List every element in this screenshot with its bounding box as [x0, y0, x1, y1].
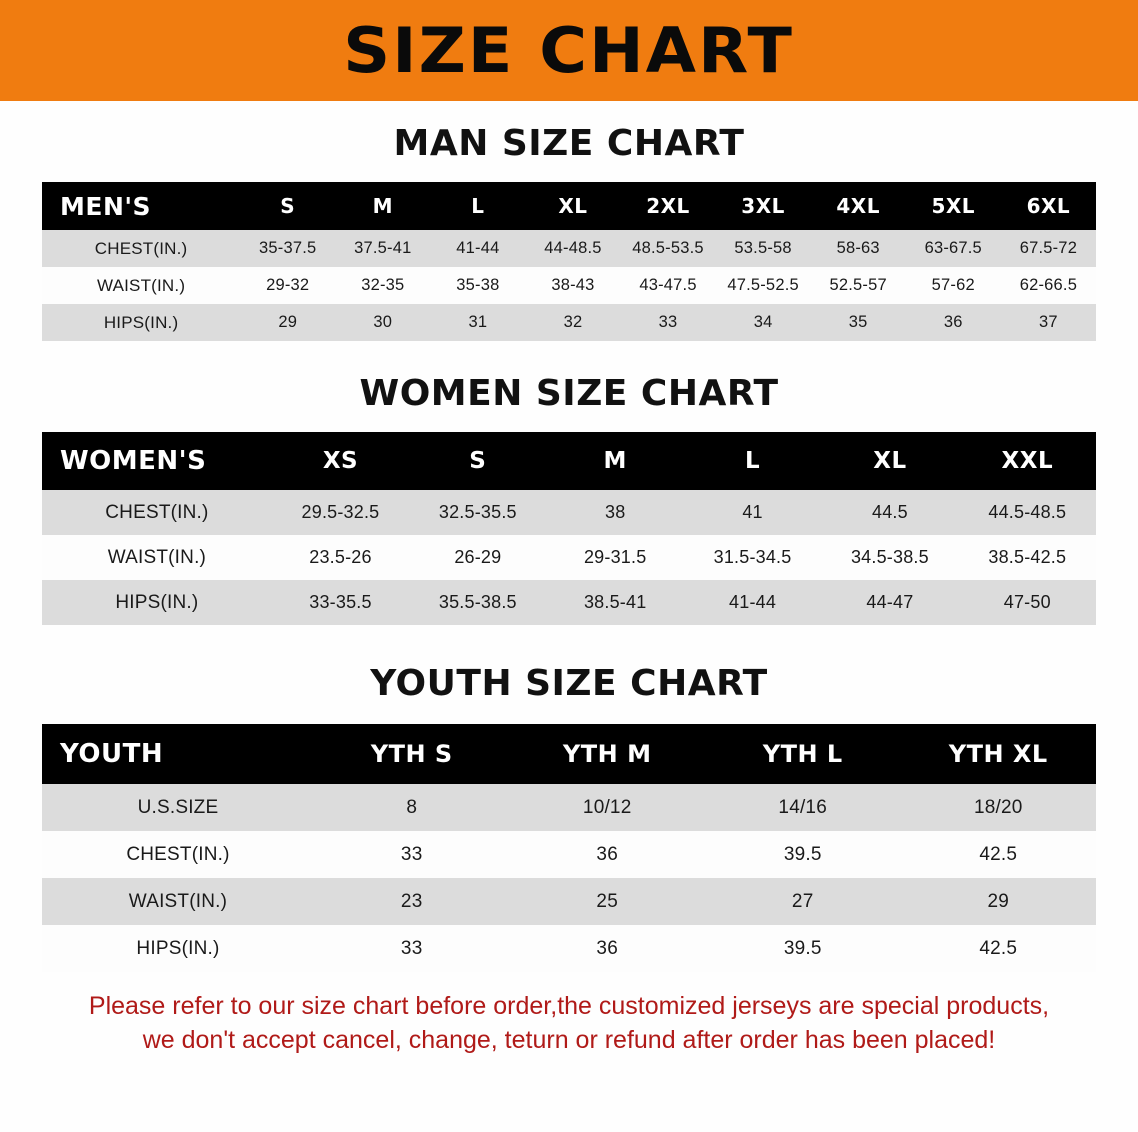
- women-row-0-label: CHEST(IN.): [42, 490, 272, 535]
- man-cell-1-8: 62-66.5: [1001, 267, 1096, 304]
- table-row: [42, 831, 1096, 878]
- youth-cell-0-0: 8: [314, 784, 510, 831]
- youth-cell-1-2: 39.5: [705, 831, 901, 878]
- women-cell-0-1: 32.5-35.5: [409, 490, 546, 535]
- women-header-row: [42, 432, 1096, 490]
- youth-cell-2-1: 25: [509, 878, 705, 925]
- man-cell-2-7: 36: [906, 304, 1001, 341]
- man-cell-0-7: 63-67.5: [906, 230, 1001, 267]
- youth-cell-1-3: 42.5: [900, 831, 1096, 878]
- women-table-body: [42, 490, 1096, 625]
- table-row: [42, 267, 1096, 304]
- man-cell-2-2: 31: [430, 304, 525, 341]
- youth-row-3-label: HIPS(IN.): [42, 925, 314, 972]
- man-col-3: XL: [525, 182, 620, 230]
- man-header-row: [42, 182, 1096, 230]
- footer-note-line-1: Please refer to our size chart before order,the customized jerseys are special products,: [88, 992, 1050, 1020]
- man-cell-1-6: 52.5-57: [811, 267, 906, 304]
- man-cell-1-3: 38-43: [525, 267, 620, 304]
- youth-cell-2-3: 29: [900, 878, 1096, 925]
- man-table-body: [42, 230, 1096, 341]
- footer-note-line-2: we don't accept cancel, change, teturn or refund after order has been placed!: [142, 1025, 996, 1054]
- man-cell-2-4: 33: [620, 304, 715, 341]
- women-col-5: XXL: [959, 432, 1096, 490]
- women-cell-0-4: 44.5: [821, 490, 958, 535]
- man-cell-0-6: 58-63: [811, 230, 906, 267]
- women-cell-2-2: 38.5-41: [547, 580, 684, 625]
- man-col-6: 4XL: [811, 182, 906, 230]
- women-header-label: WOMEN'S: [42, 432, 272, 490]
- page-title: SIZE CHART: [343, 13, 795, 87]
- youth-cell-3-2: 39.5: [705, 925, 901, 972]
- man-cell-0-2: 41-44: [430, 230, 525, 267]
- man-cell-2-1: 30: [335, 304, 430, 341]
- man-col-5: 3XL: [716, 182, 811, 230]
- women-cell-2-1: 35.5-38.5: [409, 580, 546, 625]
- youth-table-head: [42, 724, 1096, 784]
- women-cell-1-5: 38.5-42.5: [959, 535, 1096, 580]
- man-cell-2-8: 37: [1001, 304, 1096, 341]
- women-col-2: M: [547, 432, 684, 490]
- youth-col-1: YTH M: [509, 724, 705, 784]
- man-cell-0-8: 67.5-72: [1001, 230, 1096, 267]
- table-row: [42, 535, 1096, 580]
- youth-section-heading: YOUTH SIZE CHART: [370, 663, 768, 704]
- women-col-0: XS: [272, 432, 409, 490]
- youth-row-2-label: WAIST(IN.): [42, 878, 314, 925]
- man-cell-1-4: 43-47.5: [620, 267, 715, 304]
- women-cell-0-0: 29.5-32.5: [272, 490, 409, 535]
- women-cell-2-3: 41-44: [684, 580, 821, 625]
- youth-header-row: [42, 724, 1096, 784]
- footer-note: [40, 990, 1098, 1058]
- youth-table-body: [42, 784, 1096, 972]
- man-table-wrap: [42, 182, 1096, 341]
- women-cell-1-1: 26-29: [409, 535, 546, 580]
- women-section-heading: WOMEN SIZE CHART: [359, 373, 779, 414]
- women-cell-1-3: 31.5-34.5: [684, 535, 821, 580]
- table-row: [42, 925, 1096, 972]
- man-col-1: M: [335, 182, 430, 230]
- youth-cell-3-1: 36: [509, 925, 705, 972]
- youth-cell-0-1: 10/12: [509, 784, 705, 831]
- women-table-head: [42, 432, 1096, 490]
- women-col-1: S: [409, 432, 546, 490]
- table-row: [42, 878, 1096, 925]
- women-size-table: [42, 432, 1096, 625]
- man-cell-1-1: 32-35: [335, 267, 430, 304]
- man-col-4: 2XL: [620, 182, 715, 230]
- man-cell-1-5: 47.5-52.5: [716, 267, 811, 304]
- youth-header-label: YOUTH: [42, 724, 314, 784]
- man-cell-0-5: 53.5-58: [716, 230, 811, 267]
- youth-table-wrap: [42, 724, 1096, 972]
- man-col-7: 5XL: [906, 182, 1001, 230]
- youth-cell-0-2: 14/16: [705, 784, 901, 831]
- youth-col-3: YTH XL: [900, 724, 1096, 784]
- page-banner: [0, 0, 1138, 101]
- man-row-1-label: WAIST(IN.): [42, 267, 240, 304]
- youth-cell-1-1: 36: [509, 831, 705, 878]
- man-cell-2-0: 29: [240, 304, 335, 341]
- man-cell-1-2: 35-38: [430, 267, 525, 304]
- women-cell-2-5: 47-50: [959, 580, 1096, 625]
- youth-row-0-label: U.S.SIZE: [42, 784, 314, 831]
- man-cell-1-0: 29-32: [240, 267, 335, 304]
- women-cell-0-5: 44.5-48.5: [959, 490, 1096, 535]
- man-table-head: [42, 182, 1096, 230]
- table-row: [42, 304, 1096, 341]
- women-cell-1-4: 34.5-38.5: [821, 535, 958, 580]
- table-row: [42, 230, 1096, 267]
- man-section-heading: MAN SIZE CHART: [393, 123, 745, 164]
- women-cell-1-2: 29-31.5: [547, 535, 684, 580]
- youth-cell-3-0: 33: [314, 925, 510, 972]
- women-cell-1-0: 23.5-26: [272, 535, 409, 580]
- youth-col-2: YTH L: [705, 724, 901, 784]
- women-cell-0-3: 41: [684, 490, 821, 535]
- youth-cell-1-0: 33: [314, 831, 510, 878]
- man-cell-0-3: 44-48.5: [525, 230, 620, 267]
- table-row: [42, 580, 1096, 625]
- youth-row-1-label: CHEST(IN.): [42, 831, 314, 878]
- man-col-0: S: [240, 182, 335, 230]
- man-cell-0-0: 35-37.5: [240, 230, 335, 267]
- women-table-wrap: [42, 432, 1096, 625]
- man-size-table: [42, 182, 1096, 341]
- youth-size-table: [42, 724, 1096, 972]
- youth-cell-3-3: 42.5: [900, 925, 1096, 972]
- man-cell-2-6: 35: [811, 304, 906, 341]
- man-header-label: MEN'S: [42, 182, 240, 230]
- women-cell-0-2: 38: [547, 490, 684, 535]
- man-cell-2-5: 34: [716, 304, 811, 341]
- women-col-4: XL: [821, 432, 958, 490]
- man-col-2: L: [430, 182, 525, 230]
- man-cell-0-1: 37.5-41: [335, 230, 430, 267]
- women-cell-2-4: 44-47: [821, 580, 958, 625]
- women-row-1-label: WAIST(IN.): [42, 535, 272, 580]
- man-col-8: 6XL: [1001, 182, 1096, 230]
- women-col-3: L: [684, 432, 821, 490]
- women-cell-2-0: 33-35.5: [272, 580, 409, 625]
- youth-cell-2-0: 23: [314, 878, 510, 925]
- youth-cell-0-3: 18/20: [900, 784, 1096, 831]
- man-row-0-label: CHEST(IN.): [42, 230, 240, 267]
- youth-col-0: YTH S: [314, 724, 510, 784]
- man-cell-1-7: 57-62: [906, 267, 1001, 304]
- women-row-2-label: HIPS(IN.): [42, 580, 272, 625]
- man-cell-2-3: 32: [525, 304, 620, 341]
- table-row: [42, 490, 1096, 535]
- table-row: [42, 784, 1096, 831]
- man-cell-0-4: 48.5-53.5: [620, 230, 715, 267]
- youth-cell-2-2: 27: [705, 878, 901, 925]
- man-row-2-label: HIPS(IN.): [42, 304, 240, 341]
